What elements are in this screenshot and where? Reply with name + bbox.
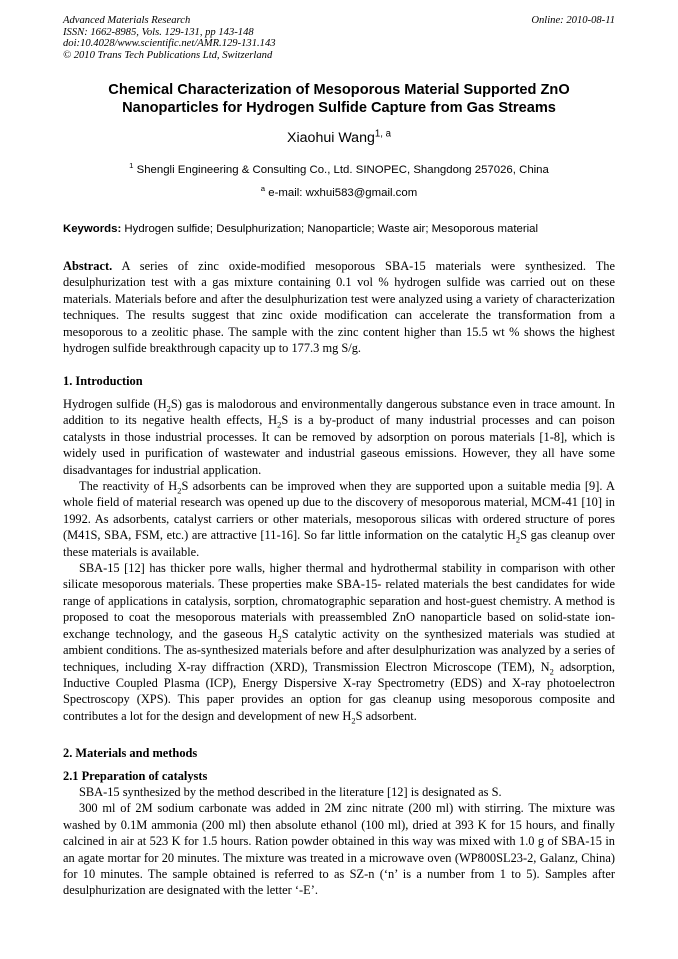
title-line-2: Nanoparticles for Hydrogen Sulfide Capture from Gas Streams [122, 100, 556, 116]
issn-line: ISSN: 1662-8985, Vols. 129-131, pp 143-148 [63, 26, 254, 38]
email-line [63, 186, 615, 201]
copyright-line: © 2010 Trans Tech Publications Ltd, Switzerland [63, 49, 273, 61]
journal-header [63, 15, 615, 61]
paper-title [63, 81, 615, 117]
keywords [63, 222, 615, 237]
affiliation-text: Shengli Engineering & Consulting Co., Ltd. SINOPEC, Shangdong 257026, China [136, 164, 549, 176]
author-name: Xiaohui Wang [287, 130, 375, 146]
abstract [63, 258, 615, 356]
online-date: Online: 2010-08-11 [531, 15, 615, 26]
methods-paragraph-2: 300 ml of 2M sodium carbonate was added in 2M zinc nitrate (200 ml) with stirring. The mixture was washed by 0.1M ammonia (200 ml) then absolute ethanol (100 ml), dried at 393 K for 15 hours, and finally calcined in air at 523 K for 1.5 hours. Ration powder obtained in this way was mixed with 1.0 g of SBA-15 in an agate mortar for 20 minutes. The mixture was treated in a microwave oven (WP800SL23-2, Galanz, China) for 10 minutes. The sample obtained is referred to as SZ-n (‘n’ is a number from 1 to 5). Samples after desulphurization are designated with the letter ‘-E’. [63, 801, 615, 898]
section-heading-methods: 2. Materials and methods [63, 746, 198, 760]
subsection-heading-preparation: 2.1 Preparation of catalysts [63, 769, 208, 783]
abstract-label: Abstract. [63, 259, 113, 273]
title-line-1: Chemical Characterization of Mesoporous Material Supported ZnO [108, 82, 570, 98]
affiliation [63, 163, 615, 178]
methods-body [63, 784, 615, 899]
abstract-text: A series of zinc oxide-modified mesoporous SBA-15 materials were synthesized. The desulphurization test with a gas mixture containing 0.1 vol % hydrogen sulfide was carried out on these materials. Materials before and after the desulphurization test were analyzed using a variety of characterization techniques. The results suggest that zinc oxide modification can accelerate the transformation from a mesoporous to a zeolitic phase. The sample with the zinc content higher than 15.5 wt % shows the highest hydrogen sulfide breakthrough capacity up to 177.3 mg S/g. [63, 259, 615, 356]
keywords-text: Hydrogen sulfide; Desulphurization; Nanoparticle; Waste air; Mesoporous material [124, 223, 539, 235]
journal-name: Advanced Materials Research [63, 15, 191, 26]
email-superscript: a [260, 184, 266, 194]
intro-paragraph-3: SBA-15 [12] has thicker pore walls, higher thermal and hydrothermal stability in comparison with other silicate mesoporous materials. These properties make SBA-15- related materials the best candidates for wide range of applications in catalysis, sorption, chromatographic separation and host-guest chemistry. A method is proposed to coat the mesoporous materials with preassembled ZnO nanoparticle based on solid-state ion-exchange technology, and the gaseous $H_2S$ catalytic activity on the synthesized materials was studied at ambient conditions. The as-synthesized materials before and after desulphurization was analyzed by a series of techniques, including X-ray diffraction (XRD), Transmission Electron Microscope (TEM), $N_2$ adsorption, Inductive Coupled Plasma (ICP), Energy Dispersive X-ray Spectrometry (EDS) and X-ray photoelectron Spectroscopy (XPS). This paper provides an option for gas cleanup using mesoporous composite and contributes a lot for the design and development of new $H_2S$ adsorbent. [63, 561, 616, 726]
keywords-label: Keywords: [63, 223, 122, 235]
doi-line[interactable]: doi:10.4028/www.scientific.net/AMR.129-131.143 [63, 38, 276, 50]
intro-paragraph-1: Hydrogen sulfide $(H_2S)$ gas is malodorous and environmentally dangerous substance even in trace amount. In addition to its negative health effects, $H_2S$ is a by-product of many industrial processes and can poison catalysts in those industrial processes. It can be removed by adsorption on porous materials [1-8], which is widely used in purification of wastewater and industrial gaseous emissions. However, they all have some disadvantages for industrial application. [63, 397, 616, 477]
email-text[interactable]: e-mail: wxhui583@gmail.com [268, 187, 418, 199]
intro-paragraph-2: The reactivity of $H_2S$ adsorbents can be improved when they are supported upon a suitable media [9]. A whole field of material research was opened up due to the discovery of mesoporous material, MCM-41 [10] in 1992. As adsorbents, catalyst carriers or other materials, mesoporous silicas with ordered structure of pores (M41S, SBA, FSM, etc.) are attractive [11-16]. So far little information on the catalytic $H_2S$ gas cleanup over these materials is available. [63, 479, 616, 559]
author-superscript: 1, a [374, 128, 391, 140]
section-heading-introduction: 1. Introduction [63, 374, 143, 388]
introduction-body [63, 396, 615, 724]
author-line [63, 129, 615, 147]
methods-paragraph-1: SBA-15 synthesized by the method described in the literature [12] is designated as S. [79, 785, 502, 799]
affiliation-superscript: 1 [129, 161, 134, 171]
